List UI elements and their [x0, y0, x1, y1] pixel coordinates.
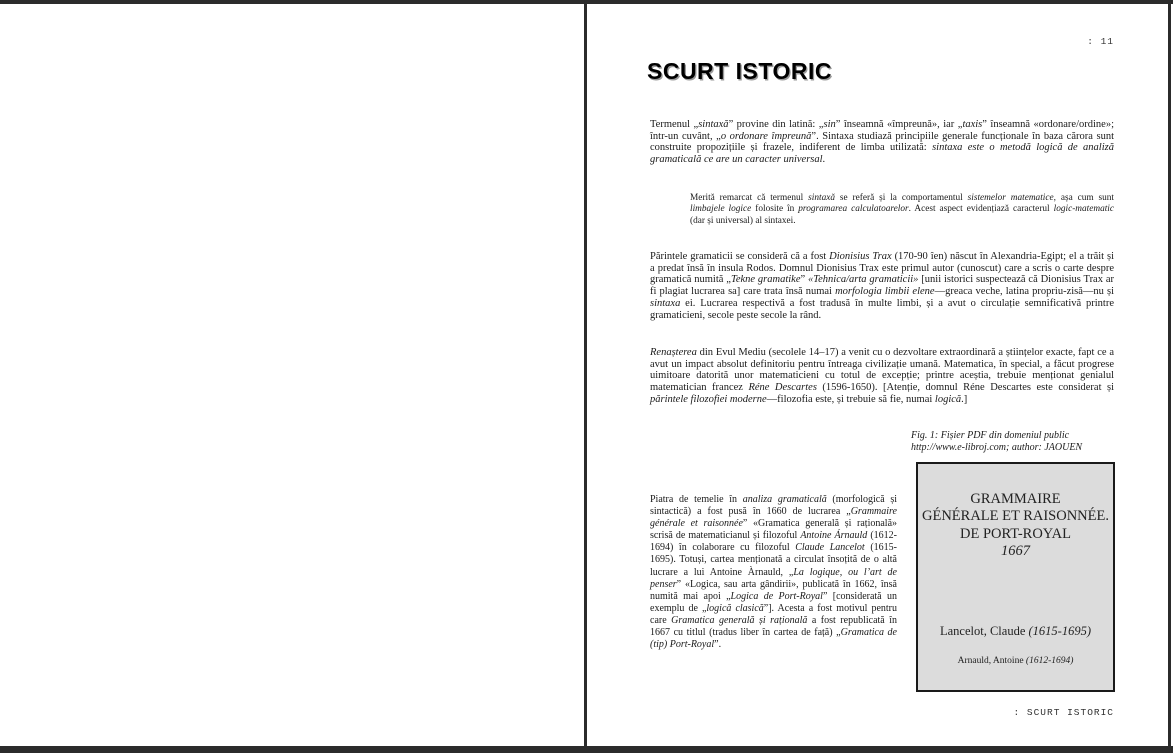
cover-author-secondary	[918, 656, 1113, 666]
bottom-border	[0, 746, 1173, 753]
book-cover-figure	[916, 462, 1115, 692]
paragraph-dionisius: Părintele gramaticii se consideră că a fost Dionisius Trax (170-90 îen) născut în Alexandria-Egipt; el a trăit și a predat însă în insula Rodos. Domnul Dionisius Trax este primul autor (cunoscut) care a scris o carte despre gramatică numită „Tekne gramatike” «Tehnica/arta gramaticii» [unii istorici suspectează că Dionisius Trax ar fi plagiat lucrarea sa] care trata însă numai morfologia limbii elene—greaca veche, latina propriu-zisă—nu și sintaxa ei. Lucrarea respectivă a fost tradusă în multe limbi, și a avut o circulație semnificativă printre gramaticieni, secole peste secole la rând.	[650, 251, 1115, 321]
paragraph-grammaire: Piatra de temelie în analiza gramaticală (morfologică și sintactică) a fost pusă în 1660 de lucrarea „Grammaire générale et raisonnée” «Gramatica generală și rațională» scrisă de matematicianul și filozoful Antoine Árnauld (1612-1694) în colaborare cu filozoful Claude Lancelot (1615-1695). Totuși, cartea menționată a circulat însoțită de o altă lucrare a lui Antoine Àrnauld, „La logique, ou l’art de penser” «Logica, sau arta gândirii», publicată în 1662, însă numită mai apoi „Logica de Port-Royal” [considerată un exemplu de „logică clasică”]. Acesta a fost motivul pentru care Gramatica generală și rațională a fost republicată în 1667 cu titlul (tradus liber în cartea de față) „Gramatica de (tip) Port-Royal”.	[650, 494, 898, 651]
cover-author1-dates: (1615-1695)	[1028, 624, 1091, 638]
section-title: SCURT ISTORIC	[647, 58, 832, 84]
cover-title	[918, 491, 1113, 560]
cover-title-line2: GÉNÉRALE ET RAISONNÉE.	[921, 508, 1109, 525]
figure-caption	[911, 430, 1126, 454]
footer-running-title: : SCURT ISTORIC	[1013, 707, 1114, 718]
cover-title-line3: DE PORT-ROYAL	[960, 525, 1071, 542]
left-page-blank	[0, 4, 584, 746]
cover-author2-name: Arnauld, Antoine	[957, 656, 1026, 666]
paragraph-intro: Termenul „sintaxă” provine din latină: „sin” înseamnă «împreună», iar „taxis” înseamnă «ordonare/ordine»; într-un cuvânt, „o ordonare împreună”. Sintaxa studiază principiile generale funcționale în baza cărora sunt construite propozițiile și frazele, indiferent de limba utilizată: sintaxa este o metodă logică de analiză gramaticală ce are un caracter universal.	[650, 119, 1114, 166]
paragraph-renaissance: Renașterea din Evul Mediu (secolele 14–17) a venit cu o dezvoltare extraordinară a științelor exacte, fapt ce a avut un impact absolut definitoriu pentru întreaga civilizație umană. Matematica, în special, a făcut progrese uimitoare datorită unor matematicieni cu totul de excepție; printre aceștia, trebuie menționat genialul matematician francez Réne Descartes (1596-1650). [Atenție, domnul Réne Descartes este considerat și părintele filozofiei moderne—filozofia este, și trebuie să fie, numai logică.]	[650, 347, 1114, 405]
blockquote-note: Merită remarcat că termenul sintaxă se referă și la comportamentul sistemelor matematice, așa cum sunt limbajele logice folosite în programarea calculatoarelor. Acest aspect evidențiază caracterul logic-matematic (dar și universal) al sintaxei.	[690, 193, 1115, 226]
cover-author-primary	[918, 624, 1113, 639]
cover-author1-name: Lancelot, Claude	[939, 624, 1029, 638]
right-border	[1168, 4, 1171, 746]
cover-author2-dates: (1612-1694)	[1025, 656, 1074, 666]
cover-year: 1667	[1001, 542, 1030, 559]
cover-title-line1: GRAMMAIRE	[970, 491, 1061, 507]
page-number: : 11	[1087, 36, 1114, 47]
page-divider	[584, 4, 587, 746]
figure-caption-line2: http://www.e-libroj.com; author: JAOUEN	[911, 441, 1083, 453]
figure-caption-line1: Fig. 1: Fișier PDF din domeniul public	[911, 430, 1070, 441]
